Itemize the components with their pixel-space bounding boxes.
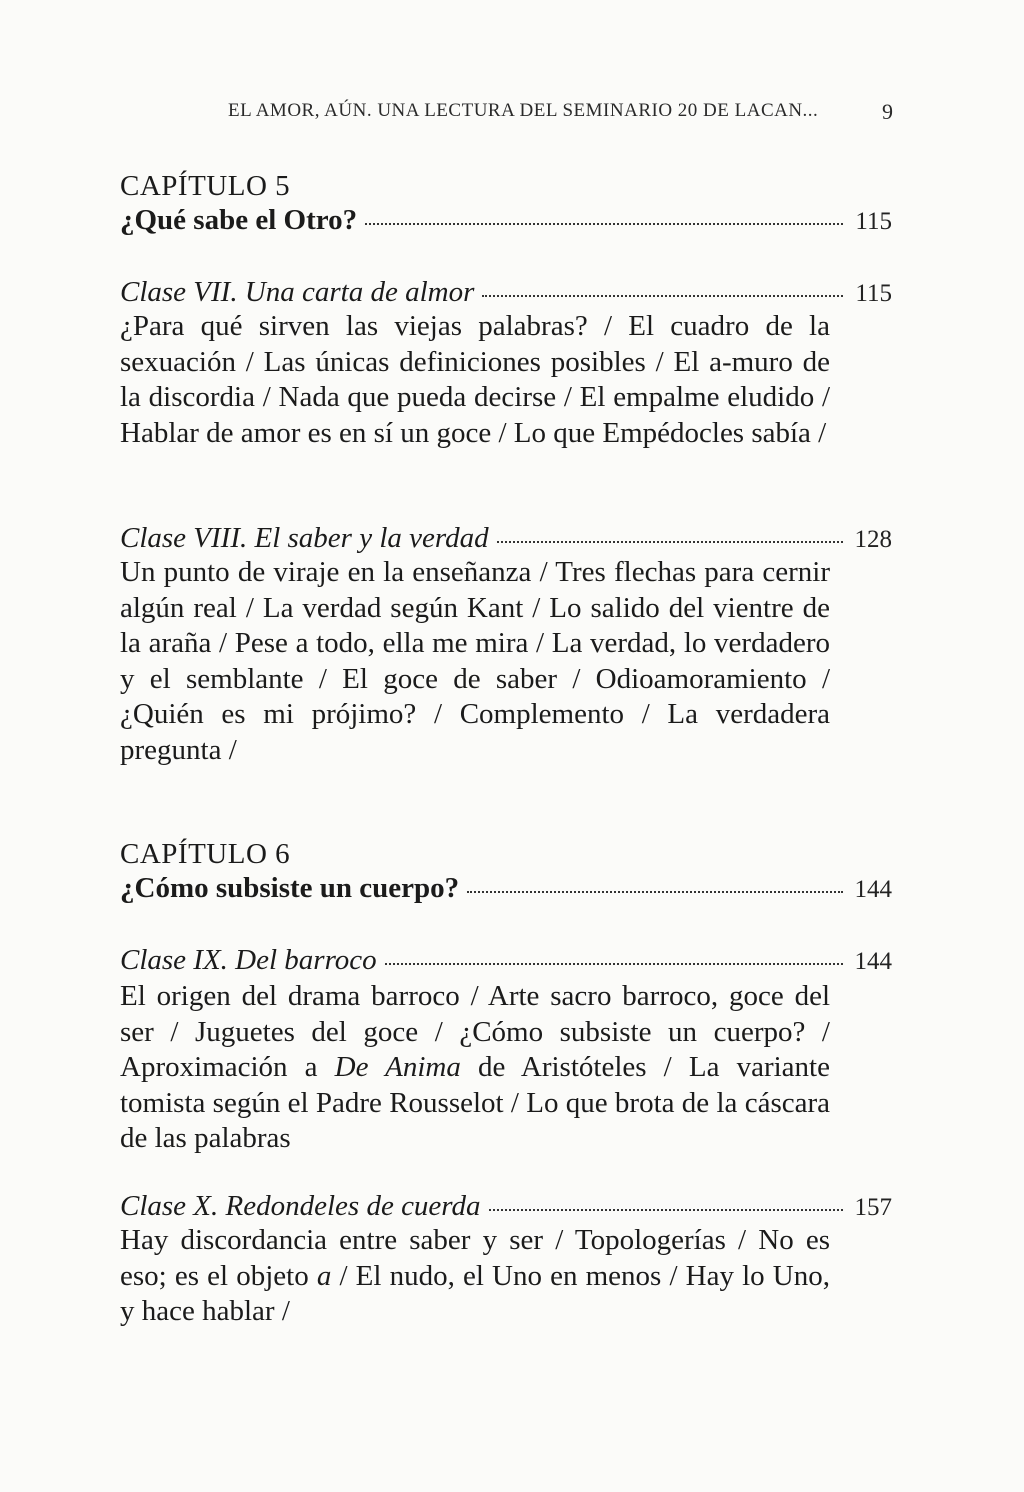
dot-leader xyxy=(497,541,843,543)
section-summary xyxy=(120,979,830,1157)
summary-text: Hay discordancia entre saber y ser / Topologerías / No es eso; es el objeto xyxy=(120,1224,830,1292)
chapter-page-number: 115 xyxy=(855,208,892,235)
section-summary: Un punto de viraje en la enseñanza / Tres flechas para cernir algún real / La verdad según Kant / Lo salido del vientre de la araña / Pese a todo, ella me mira / La verdad, lo verdadero y el semblante / El goce de saber / Odioamoramiento / ¿Quién es mi prójimo? / Complemento / La verdadera pregunta / xyxy=(120,556,830,766)
dot-leader xyxy=(489,1209,843,1211)
summary-italic-text: a xyxy=(316,1259,332,1292)
chapter-label: CAPÍTULO 6 xyxy=(120,838,291,870)
summary-italic-text: De Anima xyxy=(334,1051,461,1083)
dot-leader xyxy=(385,963,843,965)
summary-text: de Aristóteles / La variante tomista según el Padre Rousselot / Lo que brota de la cáscara de las palabras xyxy=(120,1051,830,1154)
chapter-title-line xyxy=(120,204,892,237)
section-title-line xyxy=(120,522,892,555)
section-page-number: 157 xyxy=(854,1194,892,1221)
section-title: Clase IX. Del barroco xyxy=(120,944,377,976)
section-page-number: 144 xyxy=(854,948,892,975)
dot-leader xyxy=(482,295,843,297)
summary-text: / El nudo, el Uno en menos / Hay lo Uno, y hace hablar / xyxy=(120,1259,830,1327)
chapter-title: ¿Cómo subsiste un cuerpo? xyxy=(120,872,460,904)
section-title: Clase VIII. El saber y la verdad xyxy=(120,522,489,554)
section-title-line xyxy=(120,276,892,309)
section-title: Clase X. Redondeles de cuerda xyxy=(120,1190,481,1222)
summary-text: El origen del drama barroco / Arte sacro barroco, goce del ser / Juguetes del goce / ¿Cómo subsiste un cuerpo? / Aproximación a xyxy=(120,980,830,1083)
section-title: Clase VII. Una carta de almor xyxy=(120,276,475,308)
chapter-title: ¿Qué sabe el Otro? xyxy=(120,204,358,236)
chapter-title-line xyxy=(120,872,892,905)
chapter-label: CAPÍTULO 5 xyxy=(120,170,291,202)
dot-leader xyxy=(467,891,842,893)
section-summary: ¿Para qué sirven las viejas palabras? / El cuadro de la sexuación / Las únicas definiciones posibles / El a-muro de la discordia / Nada que pueda decirse / El empalme eludido / Hablar de amor es en sí un goce / Lo que Empédocles sabía / xyxy=(120,310,830,449)
page-number: 9 xyxy=(882,99,893,124)
section-title-line xyxy=(120,944,892,977)
section-title-line xyxy=(120,1190,892,1223)
chapter-page-number: 144 xyxy=(854,876,892,903)
section-summary xyxy=(120,1223,830,1330)
dot-leader xyxy=(365,223,843,225)
section-page-number: 128 xyxy=(854,526,892,553)
section-page-number: 115 xyxy=(855,280,892,307)
running-head: EL AMOR, AÚN. UNA LECTURA DEL SEMINARIO 20 DE LACAN... xyxy=(228,100,819,121)
